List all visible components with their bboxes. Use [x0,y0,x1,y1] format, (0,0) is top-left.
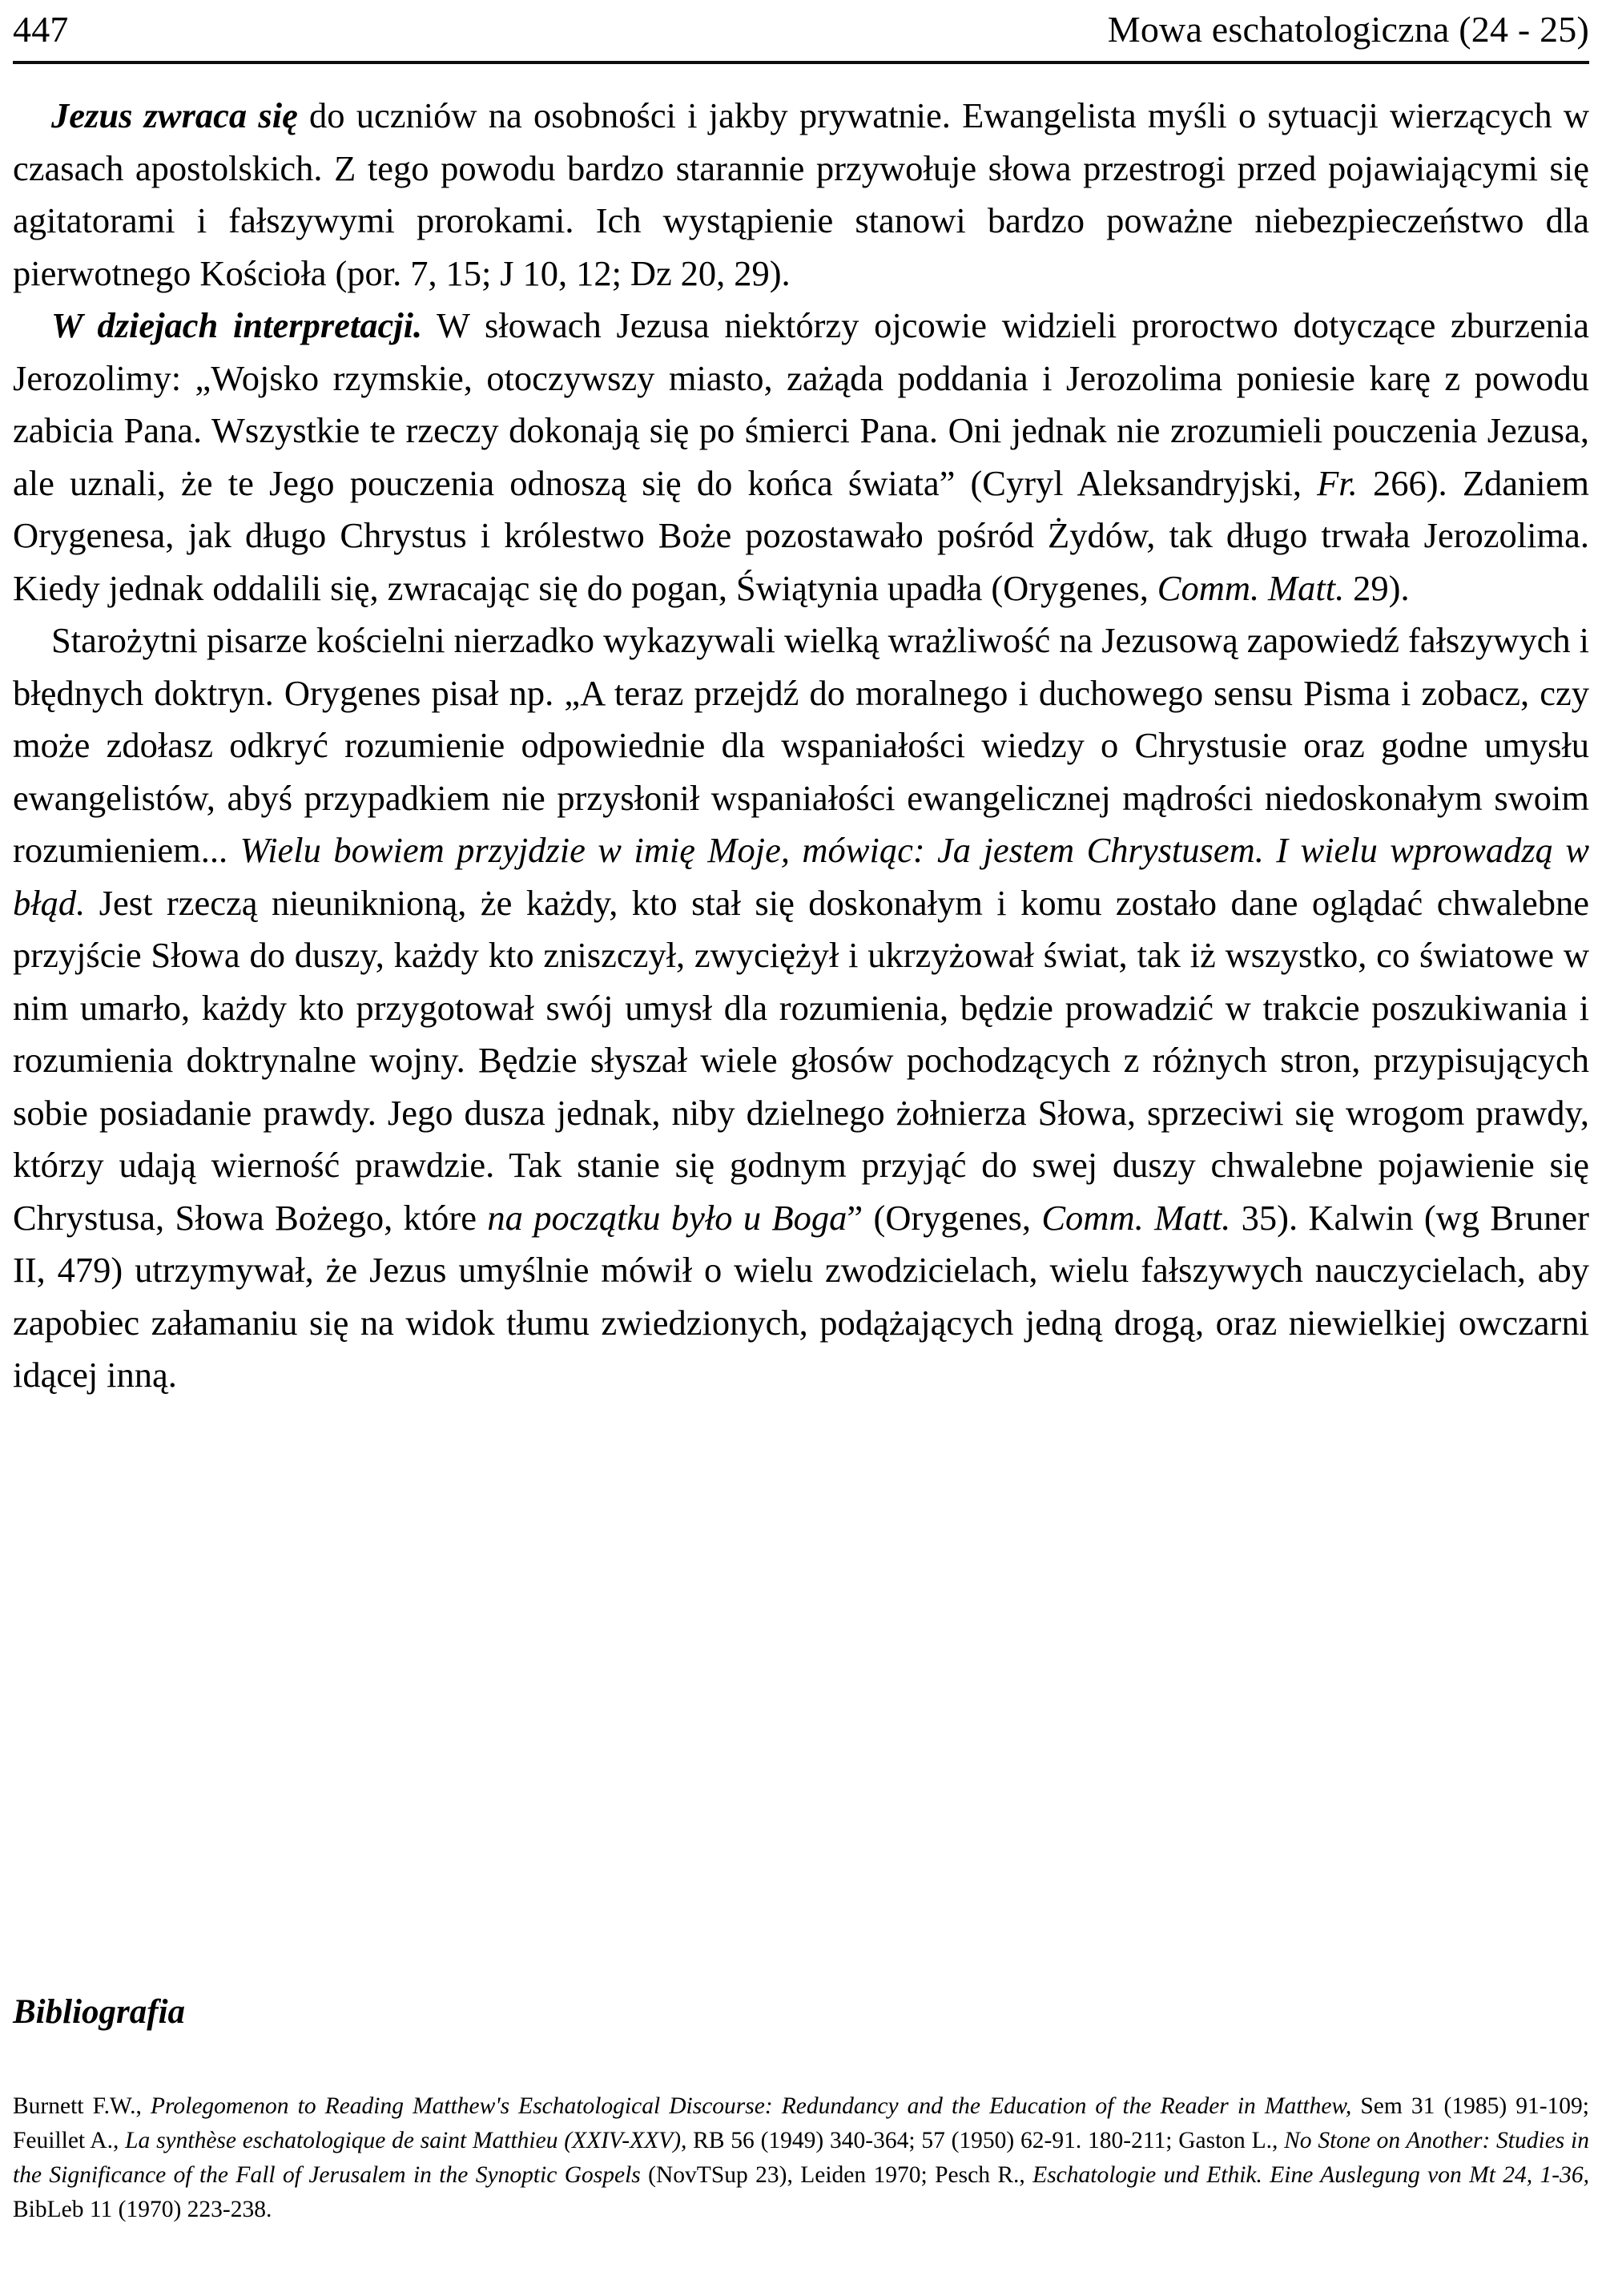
run-in-heading-2: W dziejach interpretacji. [51,305,423,345]
bibliography-heading: Bibliografia [13,1993,186,2031]
paragraph-2-italic-1: Fr. [1317,462,1358,503]
paragraph-3-italic-3: Comm. Matt. [1041,1197,1231,1238]
paragraph-2-text-2: 266). Zdaniem Orygenesa, jak długo Chrystus i królestwo Boże pozostawało pośród Żydów, tak długo trwała Jerozolima. Kiedy jednak oddalili się, zwracając się do pogan, Świątynia upadła (Orygenes, [13,462,1589,608]
bib-ref-2: RB 56 (1949) 340-364; 57 (1950) 62-91. 180-211; Gaston L., [686,2128,1285,2153]
paragraph-3-text-1: Starożytni pisarze kościelni nierzadko wykazywali wielką wrażliwość na Jezusową zapowiedź fałszywych i błędnych doktryn. Orygenes pisał np. „A teraz przejdź do moralnego i duchowego sensu Pisma i zobacz, czy może zdołasz odkryć rozumienie odpowiednie dla wspaniałości wiedzy o Chrystusie oraz godne umysłu ewangelistów, abyś przypadkiem nie przysłonił wspaniałości ewangelicznej mądrości niedoskonałym swoim rozumieniem... [13,620,1589,870]
running-title: Mowa eschatologiczna (24 - 25) [1107,9,1589,50]
bib-ref-1: Sem 31 (1985) 91-109; Feuillet A., [13,2093,1590,2153]
bibliography-entries [13,2089,1589,2227]
page-number: 447 [13,9,69,50]
paragraph-1-text: do uczniów na osobności i jakby prywatnie. Ewangelista myśli o sytuacji wierzących w czasach apostolskich. Z tego powodu bardzo starannie przywołuje słowa przestrogi przed pojawiającymi się agitatorami i fałszywymi prorokami. Ich wystąpienie stanowi bardzo poważne niebezpieczeństwo dla pierwotnego Kościoła (por. 7, 15; J 10, 12; Dz 20, 29). [13,95,1589,293]
paragraph-3-text-4: 35). Kalwin (wg Bruner II, 479) utrzymywał, że Jezus umyślnie mówił o wielu zwodzicielach, wielu fałszywych nauczycielach, aby zapobiec załamaniu się na widok tłumu zwiedzionych, podążających jedną drogą, oraz niewielkiej owczarni idącej inną. [13,1197,1589,1395]
bib-title-2: La synthèse eschatologique de saint Matthieu (XXIV-XXV), [125,2128,687,2153]
bib-title-4: Eschatologie und Ethik. Eine Auslegung von Mt 24, 1-36, [1032,2162,1590,2188]
paragraph-2-italic-2: Comm. Matt. [1157,567,1345,608]
paragraph-3-text-3: ” (Orygenes, [847,1197,1042,1238]
paragraph-3-text-2: Jest rzeczą nieuniknioną, że każdy, kto stał się doskonałym i komu zostało dane oglądać chwalebne przyjście Słowa do duszy, każdy kto zniszczył, zwyciężył i ukrzyżował świat, tak iż wszystko, co światowe w nim umarło, każdy kto przygotował swój umysł dla rozumienia, będzie prowadzić w trakcie poszukiwania i rozumienia doktrynalne wojny. Będzie słyszał wiele głosów pochodzących z różnych stron, przypisujących sobie posiadanie prawdy. Jego dusza jednak, niby dzielnego żołnierza Słowa, sprzeciwi się wrogom prawdy, którzy udają wierność prawdzie. Tak stanie się godnym przyjąć do swej duszy chwalebne pojawienie się Chrystusa, Słowa Bożego, które [13,882,1589,1238]
bib-title-3: No Stone on Another: Studies in the Significance of the Fall of Jerusalem in the Synoptic Gospels [13,2128,1589,2188]
bib-title-1: Prolegomenon to Reading Matthew's Eschatological Discourse: Redundancy and the Education of the Reader in Matthew, [150,2093,1352,2119]
bib-ref-3: (NovTSup 23), Leiden 1970; Pesch R., [640,2162,1033,2188]
paragraph-2-text-3: 29). [1344,567,1410,608]
paragraph-3-italic-2: na początku było u Boga [487,1197,847,1238]
header-rule [13,61,1589,64]
paragraph-2 [13,300,1589,614]
bib-ref-4: BibLeb 11 (1970) 223-238. [13,2197,272,2222]
body-text [13,90,1589,1402]
running-head [13,6,1589,53]
paragraph-3 [13,614,1589,1402]
paragraph-2-text-1: W słowach Jezusa niektórzy ojcowie widzieli proroctwo dotyczące zburzenia Jerozolimy: „Wojsko rzymskie, otoczywszy miasto, zażąda poddania i Jerozolima poniesie karę z powodu zabicia Pana. Wszystkie te rzeczy dokonają się po śmierci Pana. Oni jednak nie zrozumieli pouczenia Jezusa, ale uznali, że te Jego pouczenia odnoszą się do końca świata” (Cyryl Aleksandryjski, [13,305,1589,503]
paragraph-3-italic-1: Wielu bowiem przyjdzie w imię Moje, mówiąc: Ja jestem Chrystusem. I wielu wprowadzą w błąd. [13,830,1590,923]
run-in-heading-1: Jezus zwraca się [51,95,298,135]
bib-author-1: Burnett F.W., [13,2093,151,2119]
paragraph-1 [13,90,1589,300]
